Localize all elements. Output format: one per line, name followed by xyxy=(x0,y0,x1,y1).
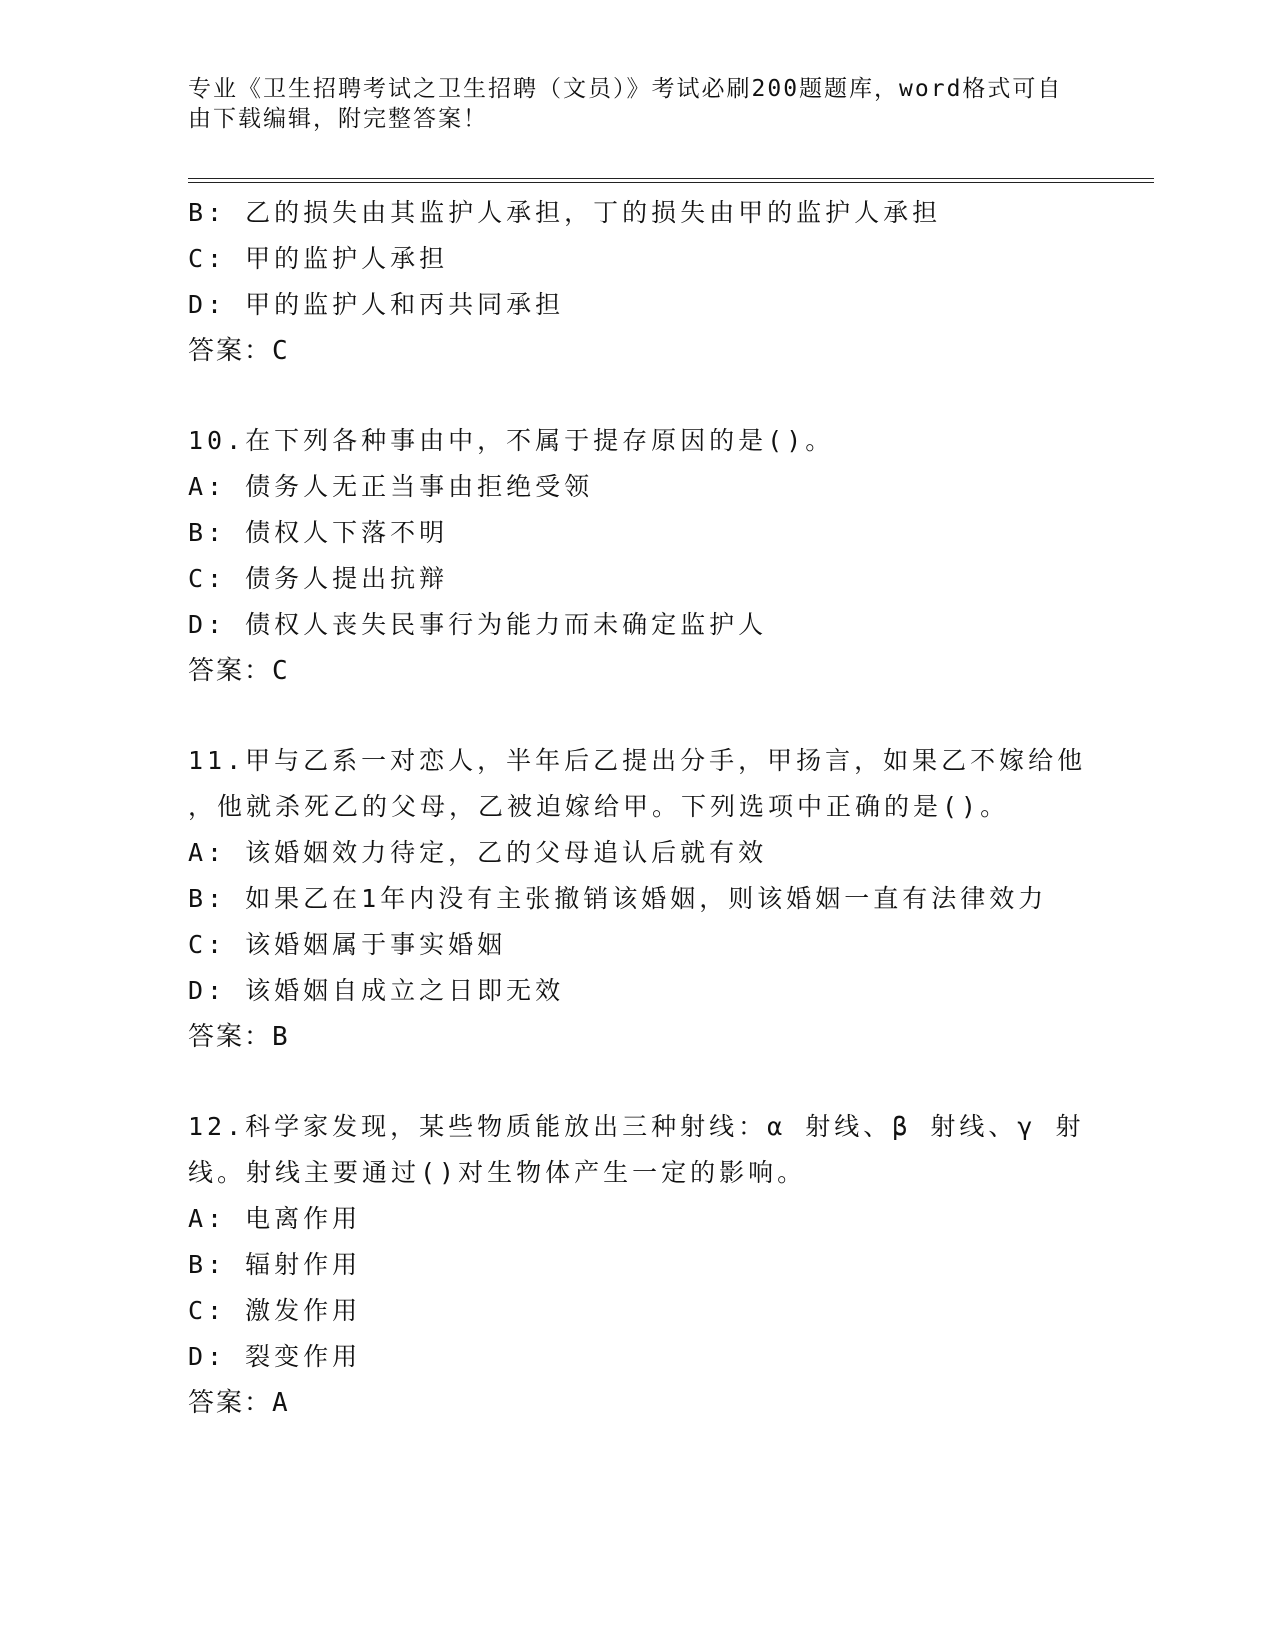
question-text-line-1: 11.甲与乙系一对恋人，半年后乙提出分手，甲扬言，如果乙不嫁给他 xyxy=(188,746,1087,775)
question-11 xyxy=(188,738,1088,1060)
option-a: A: 电离作用 xyxy=(188,1204,362,1233)
question-text: 10.在下列各种事由中，不属于提存原因的是()。 xyxy=(188,426,835,455)
question-text-line-2: ，他就杀死乙的父母，乙被迫嫁给甲。下列选项中正确的是()。 xyxy=(188,792,1010,821)
question-text-line-1: 12.科学家发现，某些物质能放出三种射线：α 射线、β 射线、γ 射 xyxy=(188,1112,1085,1141)
question-9-continued xyxy=(188,190,1088,374)
option-b: B: 债权人下落不明 xyxy=(188,518,449,547)
option-c: C: 债务人提出抗辩 xyxy=(188,564,449,593)
answer: 答案：C xyxy=(188,336,290,366)
spacer xyxy=(188,1060,1088,1104)
document-header xyxy=(188,74,1068,134)
answer: 答案：A xyxy=(188,1388,290,1418)
spacer xyxy=(188,694,1088,738)
option-b: B: 如果乙在1年内没有主张撤销该婚姻，则该婚姻一直有法律效力 xyxy=(188,884,1048,913)
option-b: B: 辐射作用 xyxy=(188,1250,362,1279)
option-a: A: 债务人无正当事由拒绝受领 xyxy=(188,472,594,501)
option-c: C: 激发作用 xyxy=(188,1296,362,1325)
option-c: C: 该婚姻属于事实婚姻 xyxy=(188,930,507,959)
option-d: D: 该婚姻自成立之日即无效 xyxy=(188,976,565,1005)
question-12 xyxy=(188,1104,1088,1426)
header-text: 专业《卫生招聘考试之卫生招聘（文员）》考试必刷200题题库，word格式可自由下载编辑，附完整答案！ xyxy=(188,76,1063,132)
option-a: A: 该婚姻效力待定，乙的父母追认后就有效 xyxy=(188,838,768,867)
option-b: B: 乙的损失由其监护人承担，丁的损失由甲的监护人承担 xyxy=(188,198,942,227)
option-d: D: 裂变作用 xyxy=(188,1342,362,1371)
option-c: C: 甲的监护人承担 xyxy=(188,244,449,273)
question-text-line-2: 线。射线主要通过()对生物体产生一定的影响。 xyxy=(188,1158,807,1187)
spacer xyxy=(188,374,1088,418)
header-divider-top xyxy=(188,178,1154,179)
question-content xyxy=(188,190,1088,1426)
question-10 xyxy=(188,418,1088,694)
option-d: D: 甲的监护人和丙共同承担 xyxy=(188,290,565,319)
header-divider-bottom xyxy=(188,182,1154,183)
answer: 答案：B xyxy=(188,1022,290,1052)
answer: 答案：C xyxy=(188,656,290,686)
option-d: D: 债权人丧失民事行为能力而未确定监护人 xyxy=(188,610,768,639)
